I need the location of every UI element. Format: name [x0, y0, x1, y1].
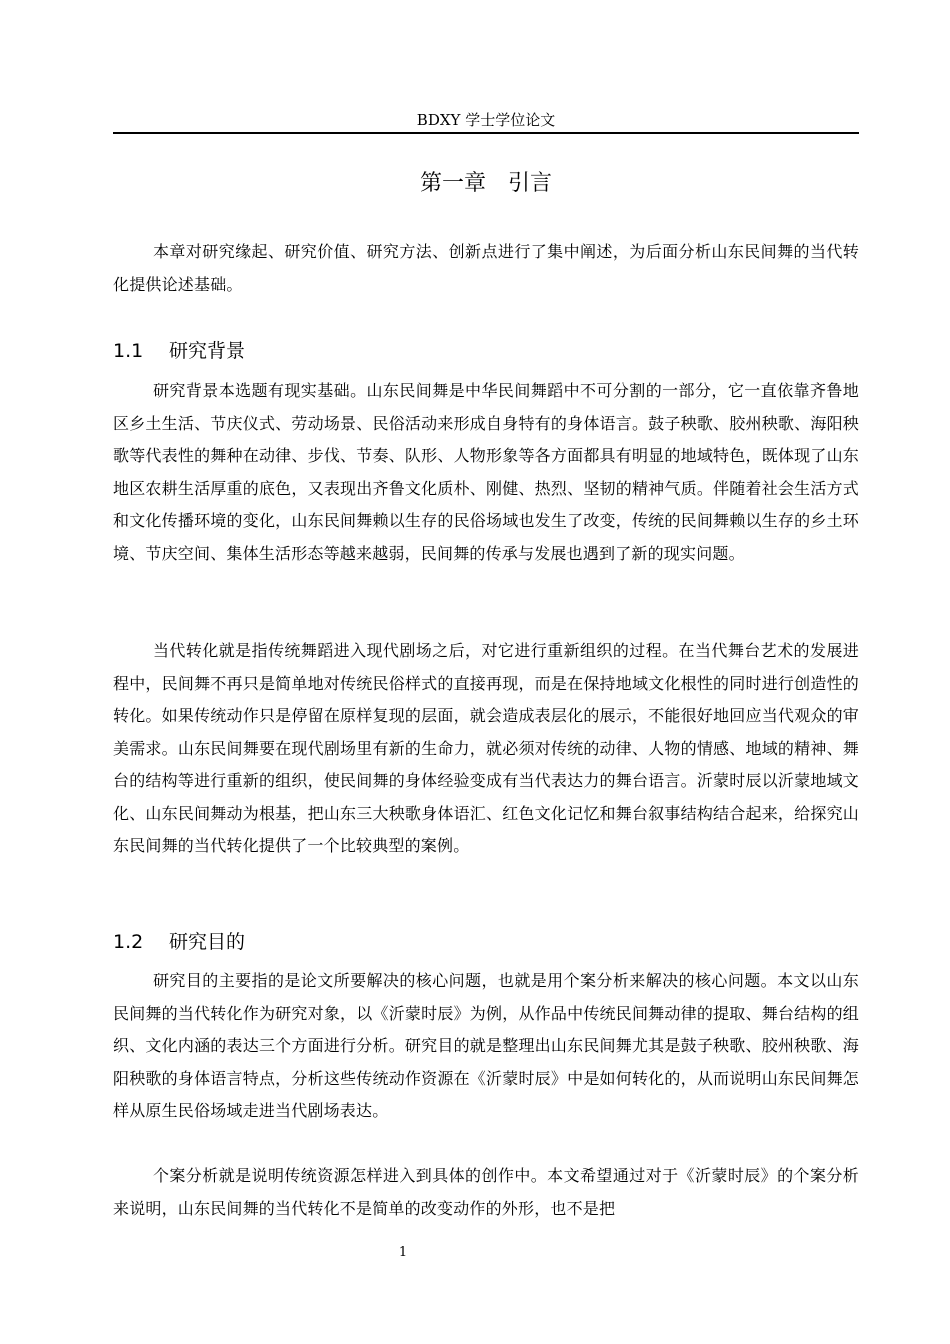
section-heading-1-1 — [113, 336, 859, 366]
body-paragraph: 研究背景本选题有现实基础。山东民间舞是中华民间舞蹈中不可分割的一部分，它一直依靠齐鲁地区乡土生活、节庆仪式、劳动场景、民俗活动来形成自身特有的身体语言。鼓子秧歌、胶州秧歌、海阳秧歌等代表性的舞种在动律、步伐、节奏、队形、人物形象等各方面都具有明显的地域特色，既体现了山东地区农耕生活厚重的底色，又表现出齐鲁文化质朴、刚健、热烈、坚韧的精神气质。伴随着社会生活方式和文化传播环境的变化，山东民间舞赖以生存的民俗场域也发生了改变，传统的民间舞赖以生存的乡土环境、节庆空间、集体生活形态等越来越弱，民间舞的传承与发展也遇到了新的现实问题。 — [113, 381, 859, 563]
intro-paragraph: 本章对研究缘起、研究价值、研究方法、创新点进行了集中阐述，为后面分析山东民间舞的当代转化提供论述基础。 — [113, 242, 859, 294]
section-title: 研究背景 — [169, 340, 246, 362]
section-title: 研究目的 — [169, 931, 246, 953]
body-paragraph: 当代转化就是指传统舞蹈进入现代剧场之后，对它进行重新组织的过程。在当代舞台艺术的发展进程中，民间舞不再只是简单地对传统民俗样式的直接再现，而是在保持地域文化根性的同时进行创造性的转化。如果传统动作只是停留在原样复现的层面，就会造成表层化的展示，不能很好地回应当代观众的审美需求。山东民间舞要在现代剧场里有新的生命力，就必须对传统的动律、人物的情感、地域的精神、舞台的结构等进行重新的组织，使民间舞的身体经验变成有当代表达力的舞台语言。沂蒙时辰以沂蒙地域文化、山东民间舞动为根基，把山东三大秧歌身体语汇、红色文化记忆和舞台叙事结构结合起来，给探究山东民间舞的当代转化提供了一个比较典型的案例。 — [113, 641, 859, 855]
page-number: 1 — [398, 1245, 408, 1260]
body-paragraph: 个案分析就是说明传统资源怎样进入到具体的创作中。本文希望通过对于《沂蒙时辰》的个案分析来说明，山东民间舞的当代转化不是简单的改变动作的外形，也不是把 — [113, 1166, 859, 1218]
section-number: 1.1 — [113, 340, 144, 362]
header-rule — [113, 132, 859, 134]
running-header: BDXY 学士学位论文 — [416, 111, 556, 129]
section-number: 1.2 — [113, 931, 144, 953]
chapter-title: 第一章 引言 — [419, 171, 552, 196]
body-paragraph: 研究目的主要指的是论文所要解决的核心问题，也就是用个案分析来解决的核心问题。本文以山东民间舞的当代转化作为研究对象，以《沂蒙时辰》为例，从作品中传统民间舞动律的提取、舞台结构的组织、文化内涵的表达三个方面进行分析。研究目的就是整理出山东民间舞尤其是鼓子秧歌、胶州秧歌、海阳秧歌的身体语言特点，分析这些传统动作资源在《沂蒙时辰》中是如何转化的，从而说明山东民间舞怎样从原生民俗场域走进当代剧场表达。 — [113, 971, 859, 1120]
section-heading-1-2 — [113, 927, 859, 957]
